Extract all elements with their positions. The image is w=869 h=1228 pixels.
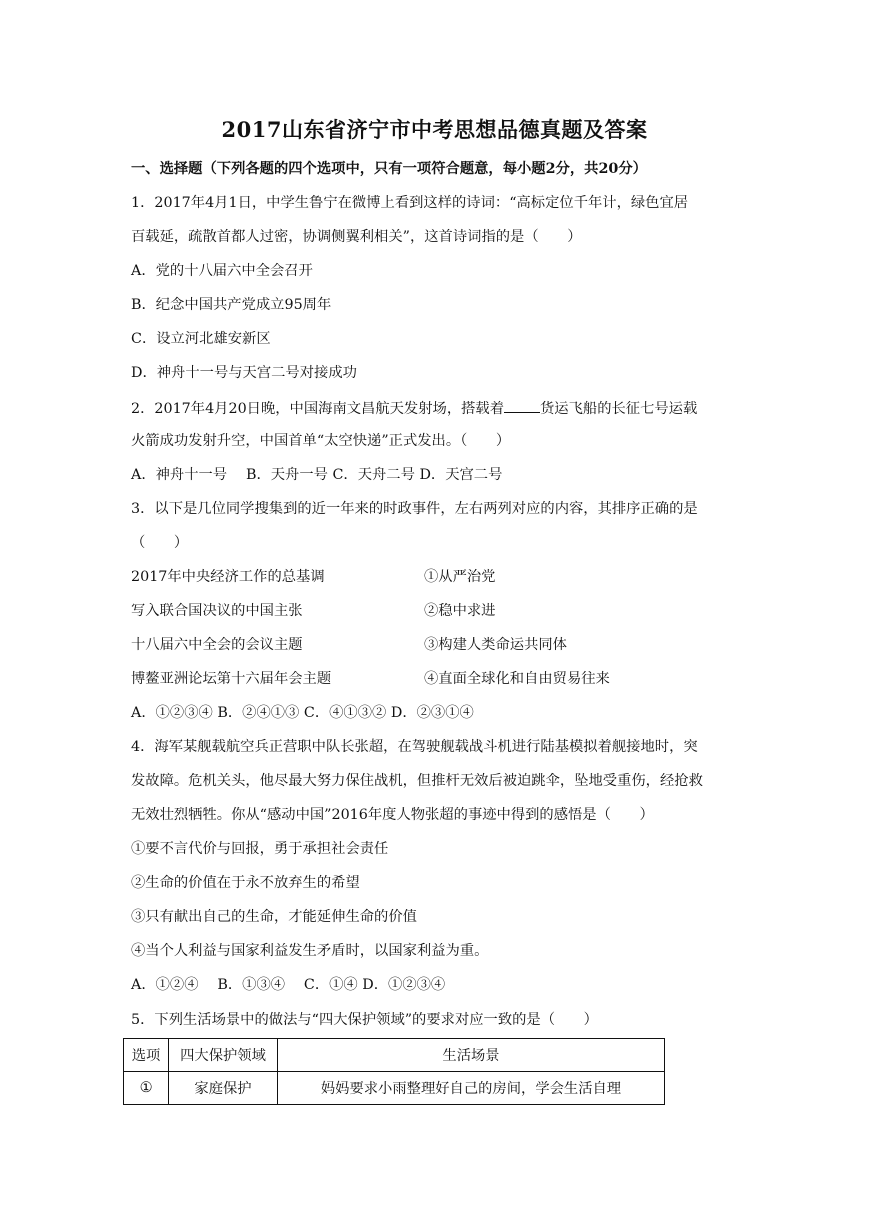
q4-stem-line1: 4．海军某舰载航空兵正营职中队长张超，在驾驶舰载战斗机进行陆基模拟着舰接地时，突 xyxy=(131,739,698,755)
q2-stem-line1 xyxy=(131,397,697,419)
q5-scene-table xyxy=(123,1038,665,1105)
q2-answer-blank xyxy=(504,397,540,413)
q3-left-item: 博鳌亚洲论坛第十六届年会主题 xyxy=(131,671,332,687)
q3-right-item: ①从严治党 xyxy=(424,569,496,585)
q3-options: A．①②③④ B．②④①③ C．④①③② D．②③①④ xyxy=(131,705,474,721)
q2-stem-part1: 2．2017年4月20日晚，中国海南文昌航天发射场，搭载着 xyxy=(131,401,505,417)
q1-option-d: D．神舟十一号与天宫二号对接成功 xyxy=(131,365,357,381)
q3-right-item: ②稳中求进 xyxy=(424,603,496,619)
table-cell: ① xyxy=(124,1072,169,1105)
q2-stem-part2: 货运飞船的长征七号运载 xyxy=(540,401,698,417)
q3-left-item: 2017年中央经济工作的总基调 xyxy=(131,569,325,585)
q3-right-item: ③构建人类命运共同体 xyxy=(424,637,567,653)
table-header-cell: 生活场景 xyxy=(278,1039,665,1072)
q4-stem-line3: 无效壮烈牺牲。你从“感动中国”2016年度人物张超的事迹中得到的感悟是（ ） xyxy=(131,807,654,823)
document-title: 2017山东省济宁市中考思想品德真题及答案 xyxy=(221,117,648,142)
table-cell: 妈妈要求小雨整理好自己的房间，学会生活自理 xyxy=(278,1072,665,1105)
q3-left-item: 写入联合国决议的中国主张 xyxy=(131,603,303,619)
table-header-cell: 四大保护领域 xyxy=(169,1039,278,1072)
q4-statement: ②生命的价值在于永不放弃生的希望 xyxy=(131,875,360,891)
q3-left-item: 十八届六中全会的会议主题 xyxy=(131,637,303,653)
q4-options: A．①②④ B．①③④ C．①④ D．①②③④ xyxy=(131,977,446,993)
table-row xyxy=(124,1072,665,1105)
q4-statement: ④当个人利益与国家利益发生矛盾时，以国家利益为重。 xyxy=(131,943,489,959)
q1-option-a: A．党的十八届六中全会召开 xyxy=(131,263,313,279)
q4-statement: ①要不言代价与回报，勇于承担社会责任 xyxy=(131,841,389,857)
q3-stem-line1: 3．以下是几位同学搜集到的近一年来的时政事件，左右两列对应的内容，其排序正确的是 xyxy=(131,501,698,517)
q2-stem-line2: 火箭成功发射升空，中国首单“太空快递”正式发出。（ ） xyxy=(131,433,511,449)
q2-options: A．神舟十一号 B．天舟一号 C．天舟二号 D．天宫二号 xyxy=(131,467,503,483)
table-header-row xyxy=(124,1039,665,1072)
q1-option-b: B．纪念中国共产党成立95周年 xyxy=(131,297,332,313)
table-header-cell: 选项 xyxy=(124,1039,169,1072)
q1-stem-line2: 百载延，疏散首都人过密，协调侧翼利相关”，这首诗词指的是（ ） xyxy=(131,229,582,245)
q3-right-item: ④直面全球化和自由贸易往来 xyxy=(424,671,610,687)
q4-statement: ③只有献出自己的生命，才能延伸生命的价值 xyxy=(131,909,417,925)
table-cell: 家庭保护 xyxy=(169,1072,278,1105)
q1-stem-line1: 1．2017年4月1日，中学生鲁宁在微博上看到这样的诗词：“高标定位千年计，绿色宜居 xyxy=(131,195,689,211)
section-heading: 一、选择题（下列各题的四个选项中，只有一项符合题意，每小题2分，共20分） xyxy=(131,161,647,177)
q4-stem-line2: 发故障。危机关头，他尽最大努力保住战机，但推杆无效后被迫跳伞，坠地受重伤，经抢救 xyxy=(131,773,703,789)
q1-option-c: C．设立河北雄安新区 xyxy=(131,331,271,347)
q5-stem: 5．下列生活场景中的做法与“四大保护领域”的要求对应一致的是（ ） xyxy=(131,1012,598,1028)
q3-stem-line2: （ ） xyxy=(131,535,189,551)
